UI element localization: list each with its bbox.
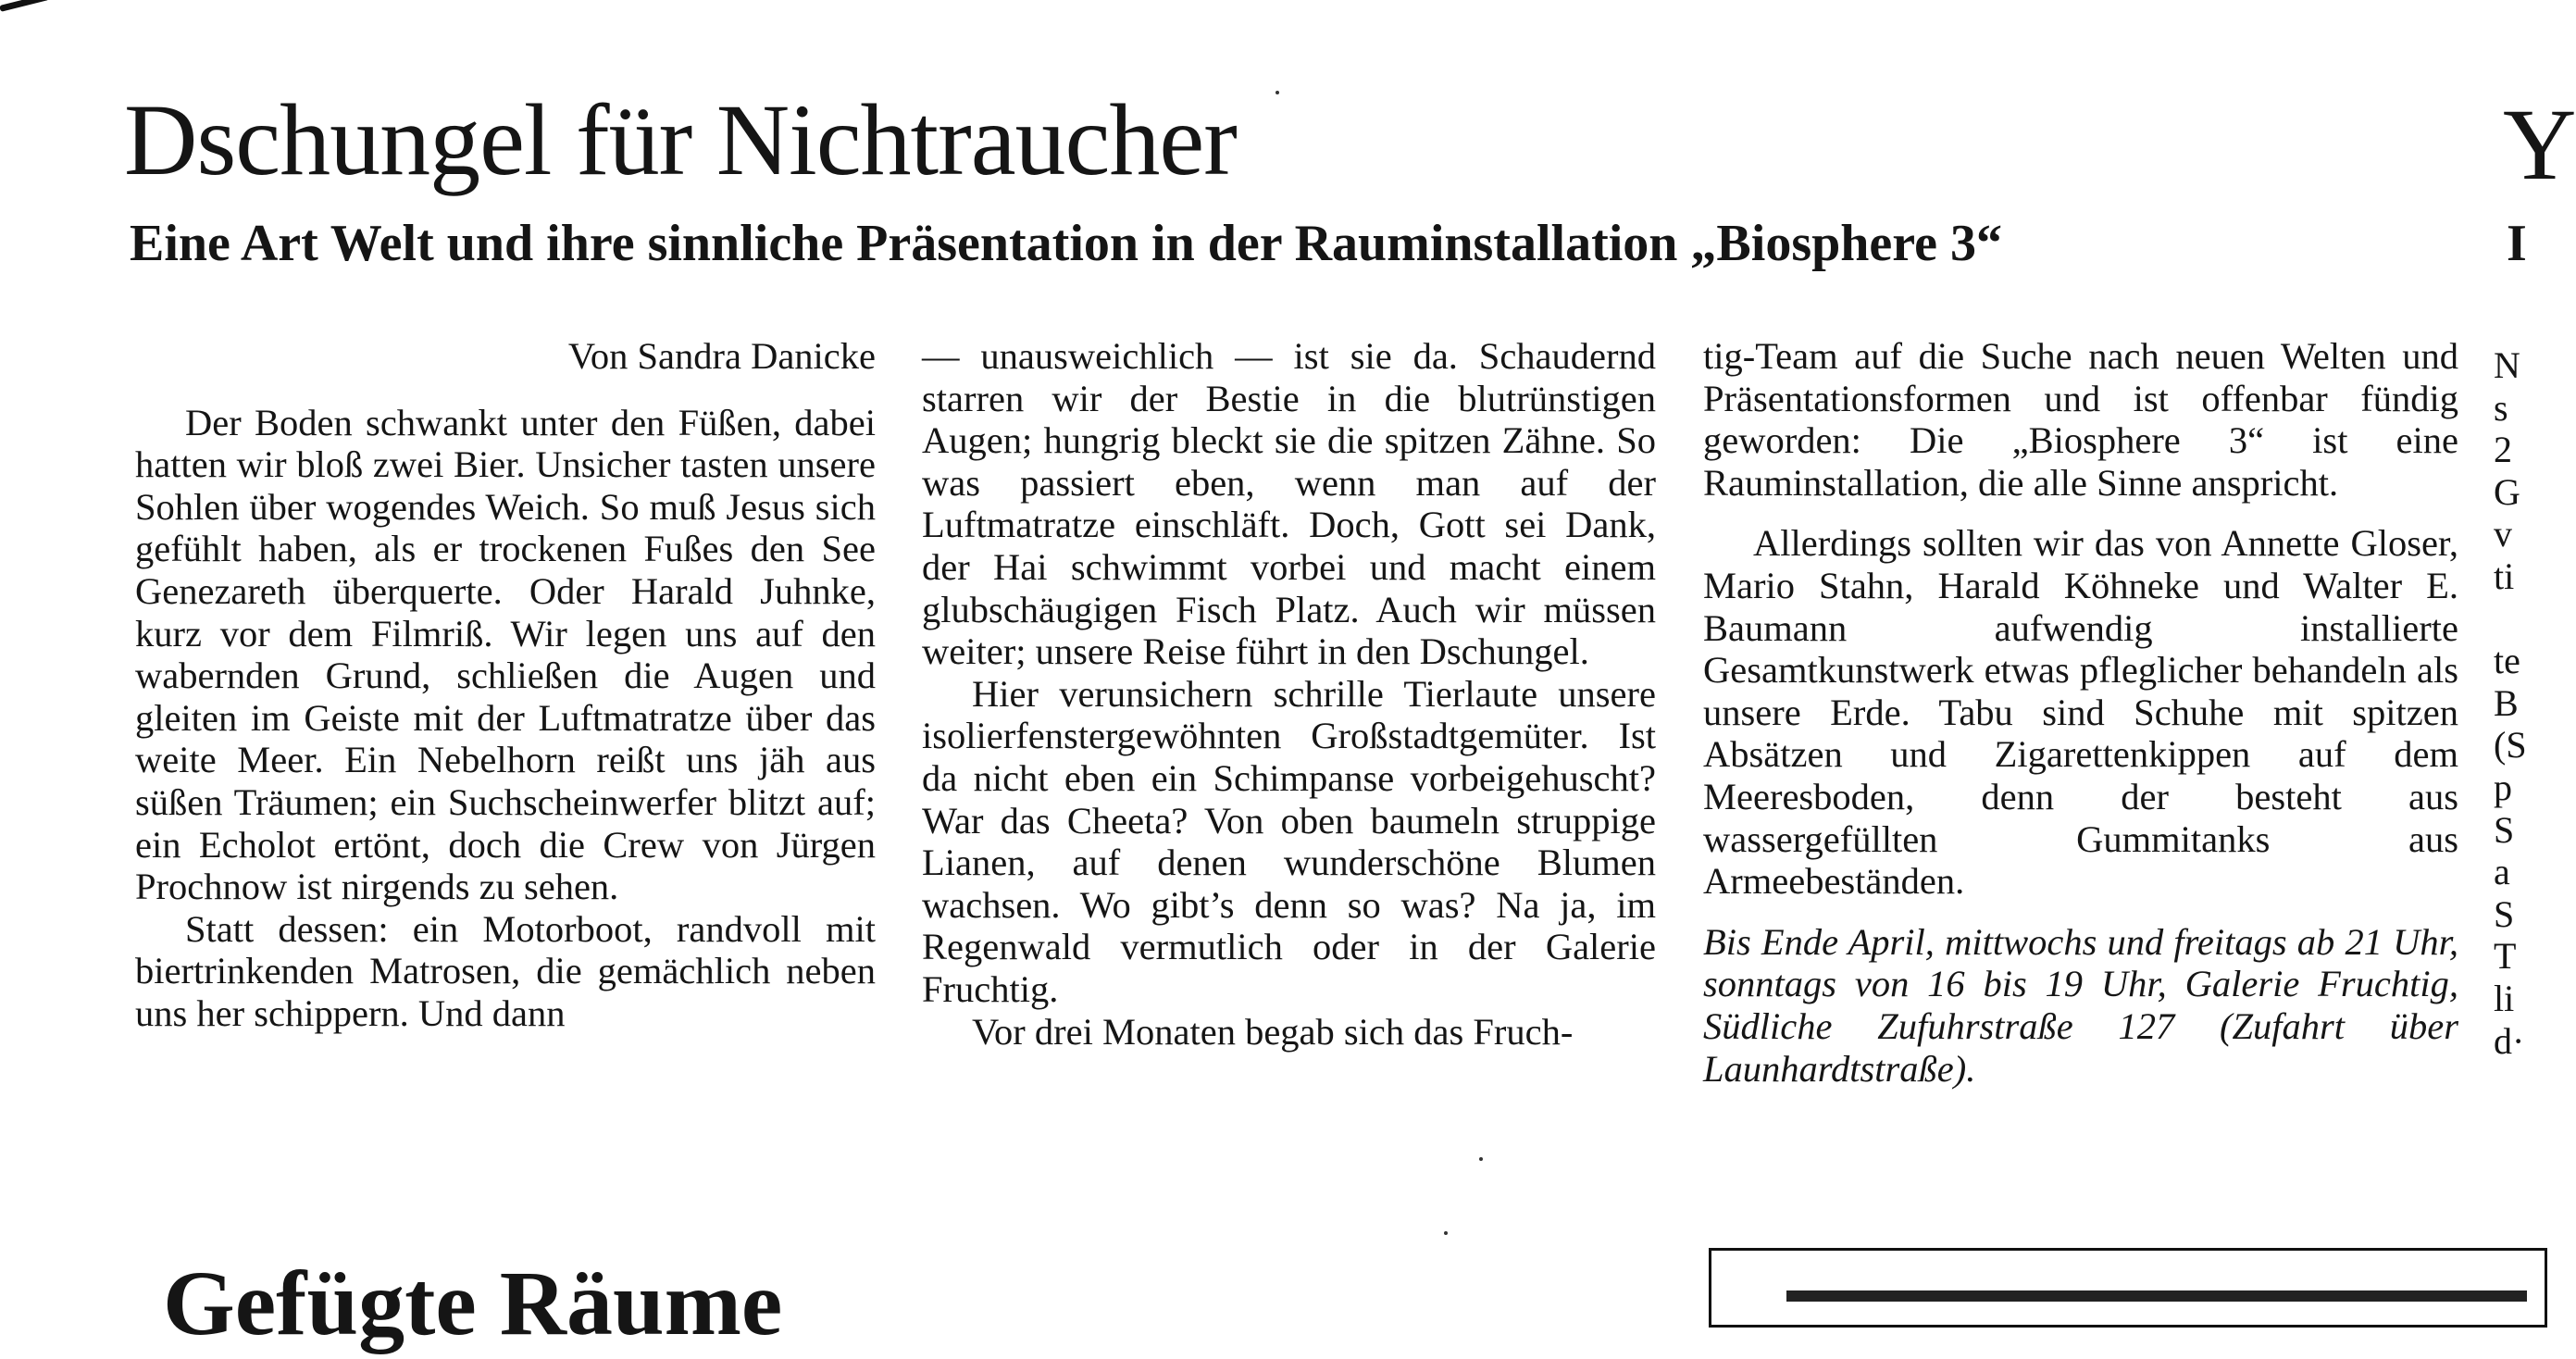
paragraph: — unausweichlich — ist sie da. Schaudernd starren wir der Bestie in die blutrünstigen Augen; hungrig bleckt sie die spitzen Zähne. So was passiert eben, wenn man auf der Luftmatratze einschläft. Doch, Gott sei Dank, der Hai schwimmt vorbei und macht einem glubschäugigen Fisch Platz. Auch wir müssen weiter; unsere Reise führt in den Dschungel.: [922, 335, 1656, 673]
paragraph: Vor drei Monaten begab sich das Fruch-: [972, 1010, 1574, 1053]
paragraph: Der Boden schwankt unter den Füßen, dabei hatten wir bloß zwei Bier. Unsicher tasten unsere Sohlen über wogendes Weich. So muß Jesus sich gefühlt haben, als er trockenen Fußes den See Genezareth überquerte. Oder Harald Juhnke, kurz vor dem Filmriß. Wir legen uns auf den wabernden Grund, schließen die Augen und gleiten im Geiste mit der Luftmatratze über das weite Meer. Ein Nebelhorn reißt uns jäh aus süßen Träumen; ein Suchscheinwerfer blitzt auf; ein Echolot ertönt, doch die Crew von Jürgen Prochnow ist nirgends zu sehen.: [135, 401, 876, 908]
article-column-2: [922, 335, 1656, 1053]
article-column-1: [135, 335, 876, 1035]
adjacent-subheadline-fragment: I: [2507, 215, 2527, 272]
adjacent-box-frame: [1709, 1248, 2547, 1328]
paragraph: Hier verunsichern schrille Tierlaute unsere isolierfenstergewöhnten Großstadtgemüter. Ist da nicht eben ein Schimpanse vorbeigehuscht? War das Cheeta? Von oben baumeln struppige Lianen, auf denen wunderschöne Blumen wachsen. Wo gibt’s denn so was? Na ja, im Regenwald vermutlich oder in der Galerie Fruchtig.: [922, 672, 1656, 1010]
adjacent-headline-fragment: Y: [2503, 88, 2576, 201]
article-byline: Von Sandra Danicke: [567, 335, 876, 377]
paragraph: Statt dessen: ein Motorboot, randvoll mit biertrinkenden Matrosen, die gemächlich neben uns her schippern. Und dann: [135, 907, 876, 1034]
print-speck: [1444, 1231, 1448, 1235]
article-subheadline: Eine Art Welt und ihre sinnliche Präsentation in der Rauminstallation „Biosphere 3“: [130, 215, 2002, 272]
adjacent-box-bar: [1786, 1290, 2527, 1302]
print-speck: [1276, 91, 1279, 94]
paragraph: tig-Team auf die Suche nach neuen Welten und Präsentationsformen und ist offenbar fündig geworden: Die „Biosphere 3“ ist eine Rauminstallation, die alle Sinne anspricht.: [1703, 335, 2458, 504]
exhibition-info: Bis Ende April, mittwochs und freitags ab 21 Uhr, sonntags von 16 bis 19 Uhr, Galerie Fruchtig, Südliche Zufuhrstraße 127 (Zufahrt über Launhardtstraße).: [1703, 920, 2458, 1090]
article-headline: Dschungel für Nichtraucher: [124, 83, 1237, 196]
print-speck: [1479, 1157, 1483, 1161]
paragraph: Allerdings sollten wir das von Annette Gloser, Mario Stahn, Harald Köhneke und Walter E. Baumann aufwendig installierte Gesamtkunstwerk etwas pfleglicher behandeln als unsere Erde. Tabu sind Schuhe mit spitzen Absätzen und Zigarettenkippen auf dem Meeresboden, denn der besteht aus wassergefüllten Gummitanks aus Armeebeständen.: [1703, 522, 2458, 903]
ink-stroke-mark: [0, 0, 49, 12]
adjacent-column-fragment: N s 2 G v ti te B (S p S a S T li d·: [2494, 344, 2527, 1062]
next-article-headline: Gefügte Räume: [163, 1252, 783, 1354]
article-column-3: [1703, 335, 2458, 1090]
